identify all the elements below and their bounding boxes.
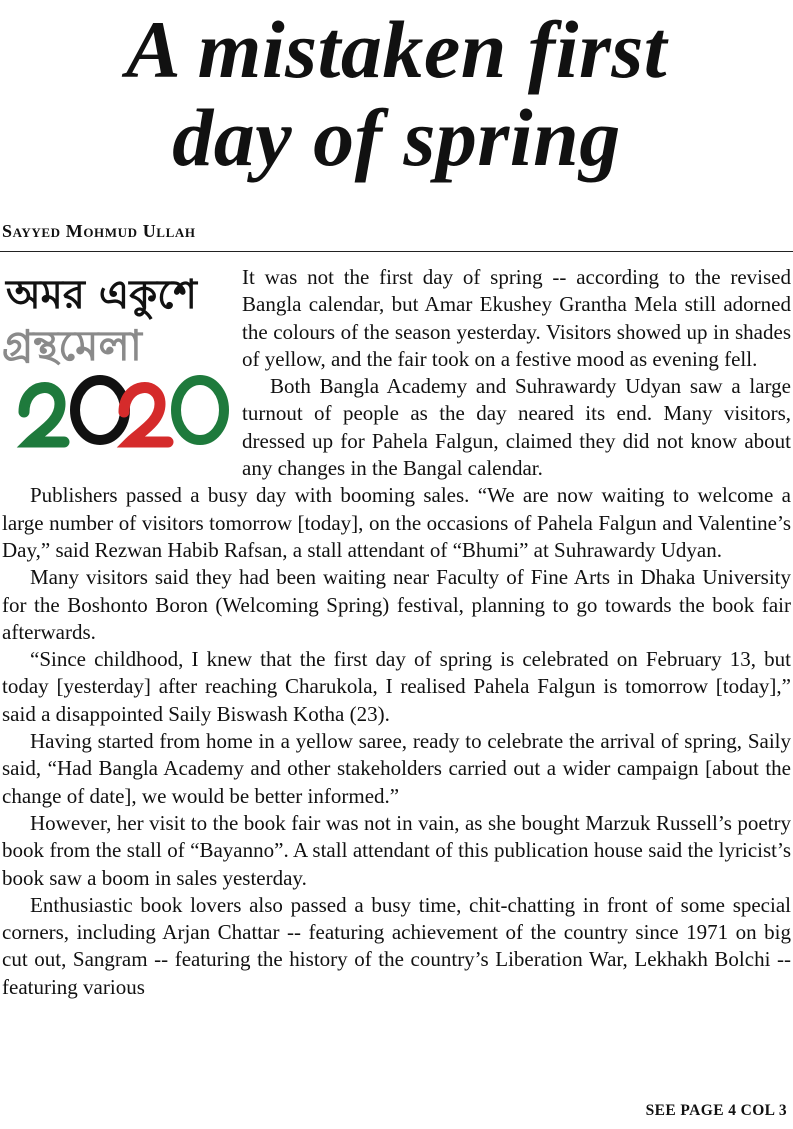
article-paragraph: Many visitors said they had been waiting near Faculty of Fine Arts in Dhaka University for the Boshonto Boron (Welcoming Spring) festival, planning to go towards the book fair afterwards. <box>2 565 791 644</box>
logo-line-1: অমর একুশে <box>6 272 197 318</box>
logo-line-2: গ্রন্থমেলা <box>2 321 142 370</box>
book-fair-logo <box>2 264 234 464</box>
book-fair-logo-graphic <box>2 264 234 464</box>
article-paragraph: “Since childhood, I knew that the first day of spring is celebrated on February 13, but today [yesterday] after reaching Charukola, I realised Pahela Falgun is tomorrow [today],” said a disappointed Saily Biswash Kotha (23). <box>2 647 791 726</box>
continuation-jump: SEE PAGE 4 COL 3 <box>645 1102 787 1119</box>
article-paragraph: It was not the first day of spring -- according to the revised Bangla calendar, but Amar Ekushey Grantha Mela still adorned the colours of the season yesterday. Visitors showed up in shades of yellow, and the fair took on a festive mood as evening fell. <box>242 265 791 371</box>
article-paragraph: Publishers passed a busy day with booming sales. “We are now waiting to welcome a large number of visitors tomorrow [today], on the occasions of Pahela Falgun and Valentine’s Day,” said Rezwan Habib Rafsan, a stall attendant of “Bhumi” at Suhrawardy Udyan. <box>2 483 791 562</box>
article-paragraph: However, her visit to the book fair was not in vain, as she bought Marzuk Russell’s poetry book from the stall of “Bayanno”. A stall attendant of this publication house said the lyricist’s book saw a boom in sales yesterday. <box>2 810 791 890</box>
article-paragraph: Both Bangla Academy and Suhrawardy Udyan saw a large turnout of people as the day neared its end. Many visitors, dressed up for Pahela Falgun, claimed they did not know about any changes in the Bangal calendar. <box>242 374 791 481</box>
byline-divider <box>0 251 793 252</box>
headline <box>0 6 793 182</box>
article-paragraph: Having started from home in a yellow saree, ready to celebrate the arrival of spring, Saily said, “Had Bangla Academy and other stakeholders carried out a wider campaign [about the change of date], we would be better informed.” <box>2 729 791 808</box>
byline: Sayyed Mohmud Ullah <box>2 221 196 241</box>
headline-line-2: day of spring <box>172 92 621 183</box>
logo-year-mark <box>24 380 224 442</box>
article-body <box>2 264 791 1001</box>
article-paragraph: Enthusiastic book lovers also passed a busy time, chit-chatting in front of some special corners, including Arjan Chattar -- featuring achievement of the country since 1971 on big cut out, Sangram -- featuring the history of the country’s Liberation War, Lekhakh Bolchi -- featuring various <box>2 892 791 999</box>
headline-line-1: A mistaken first <box>125 4 668 95</box>
